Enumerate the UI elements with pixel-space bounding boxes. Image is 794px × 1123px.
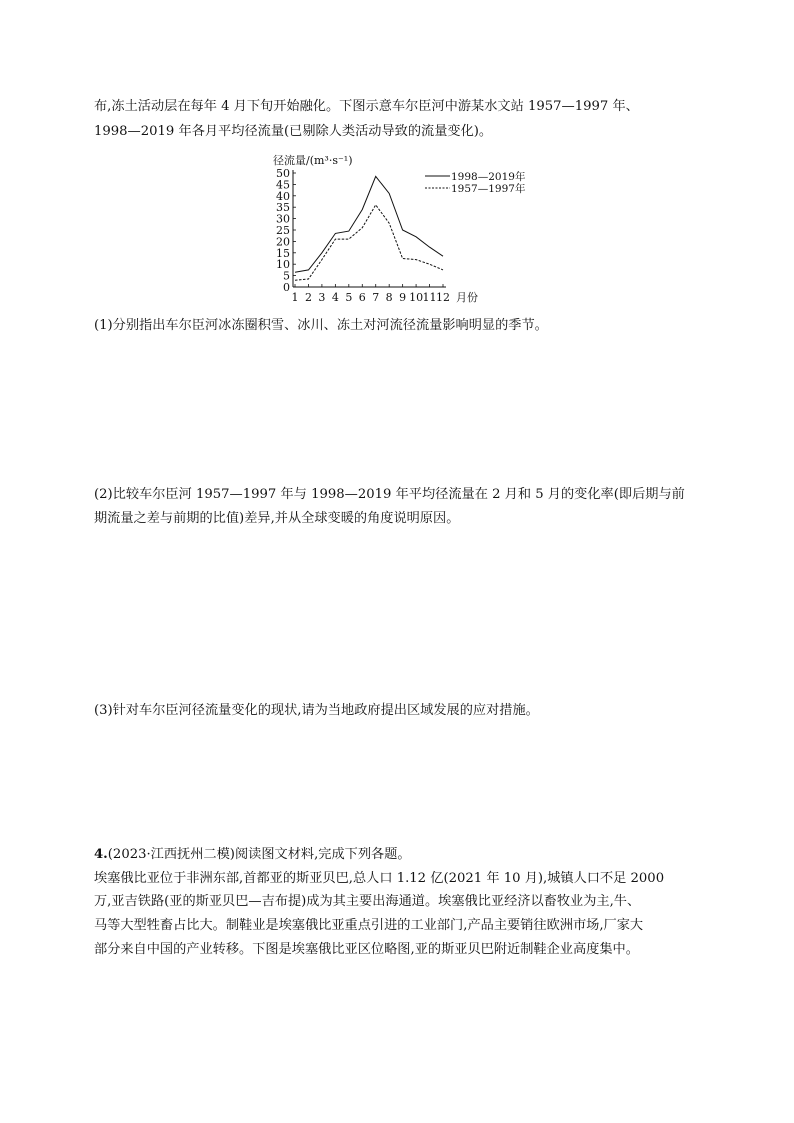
q4-paragraph-line-1: 埃塞俄比亚位于非洲东部,首都亚的斯亚贝巴,总人口 1.12 亿(2021 年 10 月),城镇人口不足 2000 — [94, 871, 665, 886]
x-tick-label: 5 — [345, 291, 353, 304]
q4-paragraph-line-3: 马等大型牲畜占比大。制鞋业是埃塞俄比亚重点引进的工业部门,产品主要销往欧洲市场,厂家大 — [94, 918, 644, 933]
y-tick-label: 15 — [276, 246, 290, 260]
x-tick-label: 7 — [372, 291, 380, 304]
y-tick-label: 50 — [276, 167, 290, 180]
question-4-number: 4. — [94, 847, 108, 862]
y-axis-label: 径流量/(m³·s⁻¹) — [273, 154, 353, 167]
x-tick-label: 11 — [422, 291, 437, 304]
x-tick-label: 2 — [304, 291, 312, 304]
legend-label-series-2: 1957—1997年 — [451, 183, 526, 195]
chart-legend — [425, 170, 526, 195]
chart-axes — [293, 170, 446, 287]
series-line-2 — [295, 205, 443, 280]
y-tick-label: 10 — [276, 258, 290, 272]
series-line-1 — [295, 176, 443, 272]
y-tick-label: 40 — [276, 189, 290, 203]
x-tick-label: 12 — [436, 291, 450, 304]
x-unit-label: 月份 — [456, 291, 478, 304]
y-tick-label: 5 — [283, 269, 290, 283]
question-4-header — [94, 847, 411, 863]
question-4-source: (2023·江西抚州二模)阅读图文材料,完成下列各题。 — [107, 847, 411, 862]
question-3: (3)针对车尔臣河径流量变化的现状,请为当地政府提出区域发展的应对措施。 — [94, 703, 539, 718]
legend-label-series-1: 1998—2019年 — [451, 171, 526, 183]
x-tick-labels — [292, 291, 451, 304]
intro-line-1: 布,冻土活动层在每年 4 月下旬开始融化。下图示意车尔臣河中游某水文站 1957—1997 年、 — [94, 99, 639, 114]
y-tick-labels — [276, 167, 290, 294]
y-tick-label: 45 — [276, 178, 290, 192]
x-tick-label: 6 — [358, 291, 366, 304]
x-tick-label: 4 — [331, 291, 339, 304]
x-tick-label: 9 — [399, 291, 407, 304]
question-2-line-2: 期流量之差与前期的比值)差异,并从全球变暖的角度说明原因。 — [94, 511, 460, 526]
x-tick-label: 3 — [318, 291, 326, 304]
question-1: (1)分别指出车尔臣河冰冻圈积雪、冰川、冻土对河流径流量影响明显的季节。 — [94, 318, 548, 333]
x-tick-label: 1 — [291, 291, 299, 304]
y-tick-label: 0 — [283, 281, 290, 294]
y-tick-label: 20 — [276, 235, 290, 249]
y-tick-label: 25 — [276, 224, 290, 237]
runoff-line-chart — [268, 150, 538, 305]
q4-paragraph-line-4: 部分来自中国的产业转移。下图是埃塞俄比亚区位略图,亚的斯亚贝巴附近制鞋企业高度集中。 — [94, 942, 639, 957]
x-tick-label: 10 — [409, 291, 424, 304]
y-tick-label: 35 — [276, 201, 290, 215]
y-tick-label: 30 — [276, 212, 290, 226]
question-2-line-1: (2)比较车尔臣河 1957—1997 年与 1998—2019 年平均径流量在 2 月和 5 月的变化率(即后期与前 — [94, 487, 685, 502]
q4-paragraph-line-2: 万,亚吉铁路(亚的斯亚贝巴—吉布提)成为其主要出海通道。埃塞俄比亚经济以畜牧业为主,牛、 — [94, 894, 641, 909]
x-tick-label: 8 — [385, 291, 393, 304]
chart-series — [295, 176, 443, 280]
intro-line-2: 1998—2019 年各月平均径流量(已剔除人类活动导致的流量变化)。 — [94, 124, 493, 139]
